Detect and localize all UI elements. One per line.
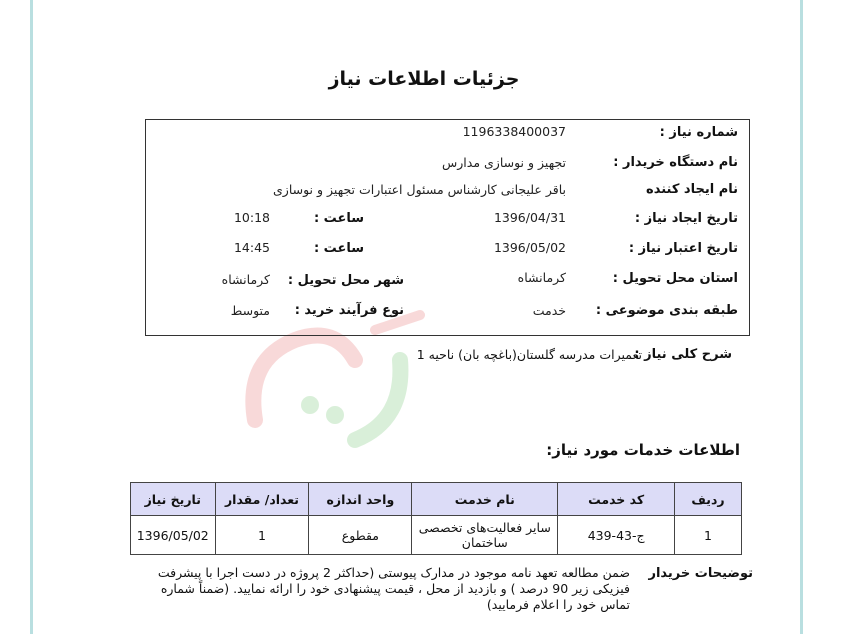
header-row-number: ردیف xyxy=(675,483,742,516)
header-service-code: کد خدمت xyxy=(558,483,675,516)
buyer-notes-text: ضمن مطالعه تعهد نامه موجود در مدارک پیوستی (حداکثر 2 پروژه در دست اجرا با پیشرفت فیزیکی زیر 90 درصد ) و بازدید از محل ، قیمت پیشنهادی خود را ارائه نمایید. (ضمناً شماره تماس خود را اعلام فرمایید) xyxy=(157,565,630,612)
purchase-process-value: متوسط xyxy=(230,303,270,318)
creation-time-label: ساعت : xyxy=(313,211,364,226)
validity-date-label: تاریخ اعتبار نیاز : xyxy=(628,241,738,256)
page-title: جزئیات اطلاعات نیاز xyxy=(328,68,520,90)
creation-time-value: 10:18 xyxy=(233,210,270,225)
cell-service-name: سایر فعالیت‌های تخصصی ساختمان xyxy=(412,516,558,555)
buyer-notes-label: توضیحات خریدار xyxy=(648,566,753,581)
validity-time-label: ساعت : xyxy=(313,241,364,256)
services-section-title: اطلاعات خدمات مورد نیاز: xyxy=(546,441,740,459)
validity-time-value: 14:45 xyxy=(233,240,270,255)
need-number-value: 1196338400037 xyxy=(462,124,566,139)
cell-quantity: 1 xyxy=(215,516,309,555)
purchase-process-label: نوع فرآیند خرید : xyxy=(294,303,404,318)
header-service-name: نام خدمت xyxy=(412,483,558,516)
validity-date-value: 1396/05/02 xyxy=(493,240,566,255)
creation-date-value: 1396/04/31 xyxy=(493,210,566,225)
cell-unit: مقطوع xyxy=(309,516,412,555)
delivery-province-label: استان محل تحویل : xyxy=(612,271,738,286)
delivery-city-label: شهر محل تحویل : xyxy=(287,273,404,288)
services-table xyxy=(130,482,742,555)
delivery-city-value: کرمانشاه xyxy=(221,272,270,287)
category-value: خدمت xyxy=(532,303,566,318)
page-border-left xyxy=(30,0,33,634)
header-quantity: تعداد/ مقدار xyxy=(215,483,309,516)
table-row xyxy=(131,516,742,555)
delivery-province-value: کرمانشاه xyxy=(517,270,566,285)
category-label: طبقه بندی موضوعی : xyxy=(595,303,738,318)
cell-need-date: 1396/05/02 xyxy=(131,516,216,555)
buyer-org-value: تجهیز و نوسازی مدارس xyxy=(442,155,566,170)
cell-service-code: ج-43-439 xyxy=(558,516,675,555)
creator-value: باقر علیجانی کارشناس مسئول اعتبارات تجهیز و نوسازی xyxy=(273,182,566,197)
creator-label: نام ایجاد کننده xyxy=(646,182,738,197)
page-border-right xyxy=(800,0,803,634)
cell-row-number: 1 xyxy=(675,516,742,555)
header-unit: واحد اندازه xyxy=(309,483,412,516)
creation-date-label: تاریخ ایجاد نیاز : xyxy=(634,211,738,226)
header-need-date: تاریخ نیاز xyxy=(131,483,216,516)
need-number-label: شماره نیاز : xyxy=(659,125,738,140)
summary-label: شرح کلی نیاز : xyxy=(634,347,732,362)
services-header-row xyxy=(131,483,742,516)
buyer-org-label: نام دستگاه خریدار : xyxy=(613,155,738,170)
summary-value: تعمیرات مدرسه گلستان(باغچه بان) ناحیه 1 xyxy=(416,347,642,362)
